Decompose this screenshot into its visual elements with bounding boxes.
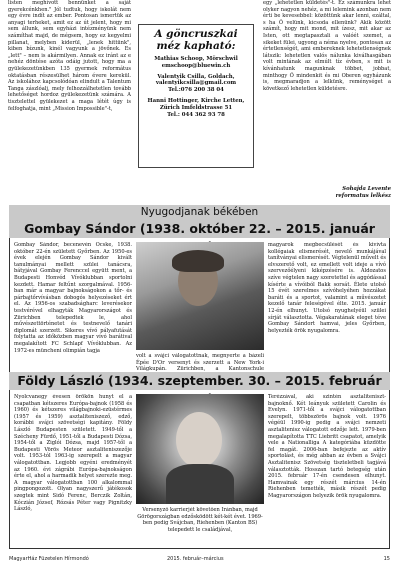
advert-contact-3 <box>143 98 249 118</box>
contact-line: emschoop@bluewin.ch <box>161 62 231 69</box>
contact-line: Zürich Imfeldstrasse 51 <box>159 104 233 111</box>
portrait-hair <box>172 250 224 272</box>
portrait-face <box>176 412 222 468</box>
advert-contact-2 <box>143 74 249 94</box>
honey-advert-box <box>138 24 254 168</box>
contact-line: Tel.: 044 362 93 78 <box>167 111 225 118</box>
advert-title: A göncruszkai méz kapható: <box>154 28 238 52</box>
obituary-headline-gombay: Gombay Sándor (1938. október 22. – 2015. január <box>9 220 390 238</box>
author-signature: Sohajda Levente reformatus lelkész <box>335 186 391 199</box>
advert-contact-1 <box>143 56 249 70</box>
gombay-portrait-photo <box>136 242 264 350</box>
prev-article-col-right: egy „lehetetlen küldetés"-t. Ez számunkra lehet olyker nagyon nehéz, a mi lelemink azonban nem érti be kevesebbel: közöttünk akar lenni, ezáltal, s ha Ő velünk, kicsoda ellenünk? Akik között számít, hogy mit mond, mit ízesz, mit akar az Isten, ott megtapasztali a valóét szemet, a sikeket fülei, ugyong a néma nyelve, pontosan az értetlenségét, ami embereknek lehetetlenségnek látszik: lehetetlen valós nálunka kiválhasgában volt mintának az elmúlt tíz évben, s mit is kívánhatunk magunknak többet, jobbat, minthogy Ő mindenkit és mi Oberen egyházunk is, megmaradjon a lelkünk, reménységet a következő lehetetlen küldetésre. <box>263 0 391 92</box>
contact-line: Mathias Schoop, Mörschwil <box>154 56 238 62</box>
footer-publication: MagyarHáz Füzetelen Hírmondó <box>9 556 89 562</box>
contact-line: Tel.:076 200 38 04 <box>168 87 224 94</box>
foldy-portrait-photo <box>136 394 264 504</box>
gombay-col-mid: volt a svájci válogatottnak, megnyerte a bázeli Épée D'Or versenyt és szerzett a New York-i Világkupán. Zürichben, a Kantonschule <box>136 353 264 371</box>
foldy-col-left: Nyolcvanegy évesen örökön hunyt el a csapatban kétszeres Európa-bajnok (1958 és 1960) és kétszeres világbajnoki-ezüstérmes (1957 és 1959) asztaliteniszező, edző, korábbi svájci szövetségi kapitány. Földy László Budapesten született. 1949-től a Szécheny Fürdő, 1951-től a Budapesti Dózsa, 1954-től a Ziglói Dózsa, majd 1957-től a Budapesti Vörös Meteor asztaliteniszezője volt. 1953-tól 1963-ig szerepelt a magyar válogatottban. Legjobb egyéni eredményét az 1960. évi zágrábi Európa-bajnokságon érte el, ahol a harmadik helyet szerezte meg. A magyar válogatottban 100 alkalommal pingpongozott. Olyan nagyszerű játékosok szegtek mint Sidó Ferenc, Berczik Zoltán, Kóczián József, Rózsás Péter vagy Pignitzky László, <box>14 394 132 513</box>
gombay-col-right: magyarok megbecsülését és kivívta kollégaiak elismerését, nevelő munkájával tanítványai elismerését. Végtelenül művelt és elvszerető volt, ez emellett volt ideje a vívó szervezőélyeni kiképzésére is. Áldozatos szíve végtelen nagy szeretettel és aggódással kísérte a vívóiból Bakk sorsát. Élete utolsó 15 évét szerelmes szívóhelyéhen hozzákat baráti és a sportot, valamint a művészetet kezelő tanár feleségével élte. 2015. január 12-én elhunyt. Utolsó nyughelyéül szülei sírját választotta. Végakaratának eleget téve Gombay Sándort hamvai, jeles Győrben, helyezték örök nyugalomra. <box>268 242 386 334</box>
footer-issue: 2015. február–március <box>167 556 224 562</box>
portrait-jacket <box>166 464 234 504</box>
contact-line: Hanni Hottinger, Kirche Letten, <box>147 97 245 104</box>
contact-line: Valentyik Csilla, Goldach, <box>157 73 235 80</box>
obituary-headline-foldy: Földy László (1934. szeptember. 30. – 2015. február <box>9 372 390 390</box>
prev-article-col-left: listen meghívott bennünket a saját gyerekcénkhen." Jól tudtuk, hogy iskolát nem egy évre indít az ember. Pontosan ismertük az anyagi terheket, amit ez az út jelent, hogy mi sem állunk, sem egyházi intézményünk nem számíthat majd, de mégsem, hogy ez kegyelmi pillanat, melyben kiderül, „lenek hittünk", kiben bízunk, kinél vagyunk a jövőnek. Es „lett" – nem is akármilyen. Annak ez iránt az e nehéz döntése azóta odáig jutott, hogy ma a gyülekezetünkben 135 gyermek református oktatásban részesülhet három évere kerekül. Az iskolához kapcsolódóan elindult a Talentum Tanga zászlóalj, mely felhozzálhetetlen tovább lehetőséget hordoz gyülekezetünk számára. A tisztelettel gyülekezet a maga létét úgy is felfoghatja, mint „Mission Impossible"-t, <box>8 0 131 112</box>
foldy-col-mid: Versenyző karrierjét követően Iránban, majd Görögországban edzősködött két-két évet. 1969-ben pedig Svájcban, Riehenben (Kanton BS) telepedett le családjával, <box>137 507 263 533</box>
foldy-col-right: Terézzával, aki szintén asztaliteniszt-bajnoknő. Két leányuk született Carolin és Evelyn. 1971-től a svájci válogatottban szerepelt, többszörös bajnok volt. 1976 végéül 1990-ig pedig a svájci nemzeti asztalitenisz válogatott edzője lett. 1979-ben megalapította TTC Liebritt csapatot, amelyik vele a Nationalliga A kategóriába küzdötte fel magát. 2006-ban befejezte az aktív sportolást, és még abban az évben a Svájci Asztalitenisz Szövetség tiszteletbeli tagjává választották. Hosszan tartó betegség után 2015. február 17-én csendesen elhunyt. Hamvainak egy részét március 14-én Riehenben temették, másik részét pedig Magyarországon helyezik örök nyugalomra. <box>268 394 386 499</box>
gombay-col-left: Gombay Sándor, becenevén Ócske, 1938. október 22-én született Győrben. Az 1950-es évek elején Gombay Sándor kivált tanulmányai mellett szülei tanácsra, bátyjával Gombay Ferenccel együtt ment, a Budapesti Honvéd Vívóklubban sportolni kezdett. Hamar feltűnt szorgalmával. 1956-ban már a magyar bajnokságokon a tőr- és párbajtőrvívásban dobogós helyezéseket ért el. Az 1956-os szabadságharc leverésekor testvérével elhagyták Magyarországot és Zürichben telepedtek le, ahol művészettörténetet és testnevelő tanári diplomát szerzett. Sikeres vívó pályafutását folytatta az időközben magyar vívó barátival megalakított FC Schlapf Vívóklubban. Az 1972-es müncheni olimpián tagja <box>14 242 132 354</box>
section-kicker: Nyugodjanak békében <box>9 205 390 220</box>
contact-line: valentyikcsilla@gmail.com <box>155 80 237 87</box>
footer-page-number: 15 <box>383 556 390 562</box>
